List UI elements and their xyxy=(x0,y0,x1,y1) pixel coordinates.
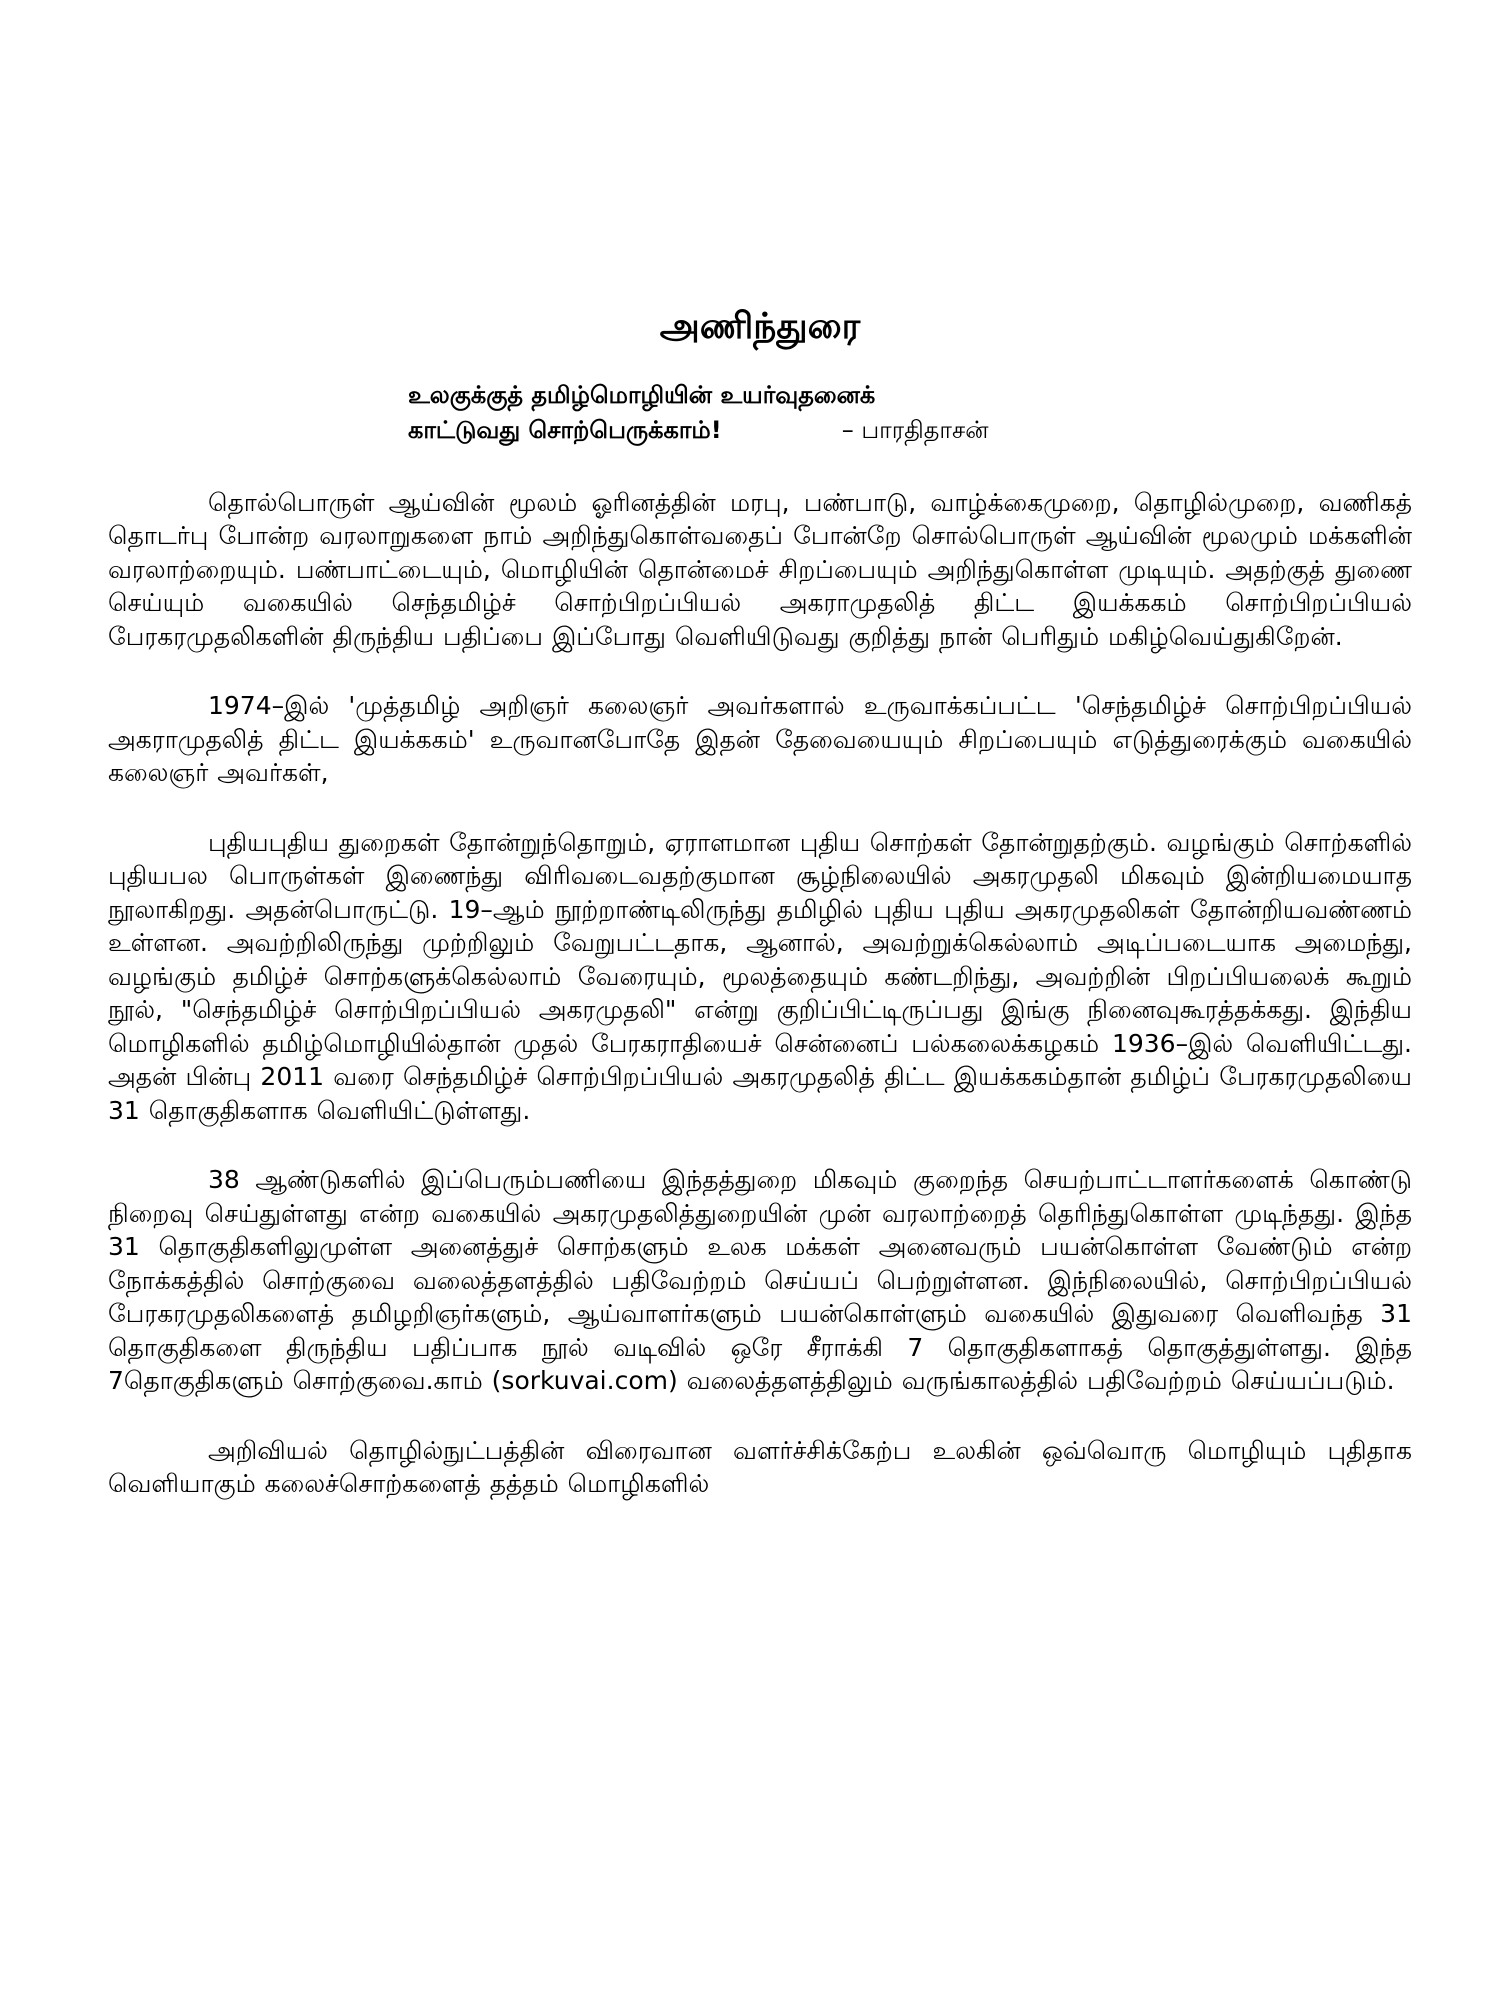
paragraph-5: அறிவியல் தொழில்நுட்பத்தின் விரைவான வளர்ச்சிக்கேற்ப உலகின் ஒவ்வொரு மொழியும் புதிதாக வெளியாகும் கலைச்சொற்களைத் தத்தம் மொழிகளில் xyxy=(108,1435,1412,1499)
paragraph-4: 38 ஆண்டுகளில் இப்பெரும்பணியை இந்தத்துறை மிகவும் குறைந்த செயற்பாட்டாளர்களைக் கொண்டு நிறைவு செய்துள்ளது என்ற வகையில் அகரமுதலித்துறையின் முன் வரலாற்றைத் தெரிந்துகொள்ள முடிந்தது. இந்த 31 தொகுதிகளிலுமுள்ள அனைத்துச் சொற்களும் உலக மக்கள் அனைவரும் பயன்கொள்ள வேண்டும் என்ற நோக்கத்தில் சொற்குவை வலைத்தளத்தில் பதிவேற்றம் செய்யப் பெற்றுள்ளன. இந்நிலையில், சொற்பிறப்பியல் பேரகரமுதலிகளைத் தமிழறிஞர்களும், ஆய்வாளர்களும் பயன்கொள்ளும் வகையில் இதுவரை வெளிவந்த 31 தொகுதிகளை திருந்திய பதிப்பாக நூல் வடிவில் ஒரே சீராக்கி 7 தொகுதிகளாகத் தொகுத்துள்ளது. இந்த 7தொகுதிகளும் சொற்குவை.காம் (sorkuvai.com) வலைத்தளத்திலும் வருங்காலத்தில் பதிவேற்றம் செய்யப்படும். xyxy=(108,1165,1412,1396)
epigraph-line-1: உலகுக்குத் தமிழ்மொழியின் உயர்வுதனைக் xyxy=(408,381,876,410)
page-title: அணிந்துரை xyxy=(659,306,861,347)
epigraph-line-2-text: காட்டுவது சொற்பெருக்காம்! xyxy=(408,415,722,444)
paragraph-2: 1974–இல் 'முத்தமிழ் அறிஞர் கலைஞர் அவர்களால் உருவாக்கப்பட்ட 'செந்தமிழ்ச் சொற்பிறப்பியல் அகராமுதலித் திட்ட இயக்ககம்' உருவானபோதே இதன் தேவையையும் சிறப்பையும் எடுத்துரைக்கும் வகையில் கலைஞர் அவர்கள், xyxy=(108,691,1412,788)
epigraph-line-2 xyxy=(408,413,1412,448)
paragraph-3: புதியபுதிய துறைகள் தோன்றுந்தொறும், ஏராளமான புதிய சொற்கள் தோன்றுதற்கும். வழங்கும் சொற்களில் புதியபல பொருள்கள் இணைந்து விரிவடைவதற்குமான சூழ்நிலையில் அகரமுதலி மிகவும் இன்றியமையாத நூலாகிறது. அதன்பொருட்டு. 19–ஆம் நூற்றாண்டிலிருந்து தமிழில் புதிய புதிய அகரமுதலிகள் தோன்றியவண்ணம் உள்ளன. அவற்றிலிருந்து முற்றிலும் வேறுபட்டதாக, ஆனால், அவற்றுக்கெல்லாம் அடிப்படையாக அமைந்து, வழங்கும் தமிழ்ச் சொற்களுக்கெல்லாம் வேரையும், மூலத்தையும் கண்டறிந்து, அவற்றின் பிறப்பியலைக் கூறும் நூல், "செந்தமிழ்ச் சொற்பிறப்பியல் அகரமுதலி" என்று குறிப்பிட்டிருப்பது இங்கு நினைவுகூரத்தக்கது. இந்திய மொழிகளில் தமிழ்மொழியில்தான் முதல் பேரகராதியைச் சென்னைப் பல்கலைக்கழகம் 1936–இல் வெளியிட்டது. அதன் பின்பு 2011 வரை செந்தமிழ்ச் சொற்பிறப்பியல் அகரமுதலித் திட்ட இயக்ககம்தான் தமிழ்ப் பேரகரமுதலியை 31 தொகுதிகளாக வெளியிட்டுள்ளது. xyxy=(108,827,1412,1125)
page-content xyxy=(108,305,1412,1537)
paragraph-1: தொல்பொருள் ஆய்வின் மூலம் ஓரினத்தின் மரபு, பண்பாடு, வாழ்க்கைமுறை, தொழில்முறை, வணிகத் தொடர்பு போன்ற வரலாறுகளை நாம் அறிந்துகொள்வதைப் போன்றே சொல்பொருள் ஆய்வின் மூலமும் மக்களின் வரலாற்றையும். பண்பாட்டையும், மொழியின் தொன்மைச் சிறப்பையும் அறிந்துகொள்ள முடியும். அதற்குத் துணை செய்யும் வகையில் செந்தமிழ்ச் சொற்பிறப்பியல் அகராமுதலித் திட்ட இயக்ககம் சொற்பிறப்பியல் பேரகரமுதலிகளின் திருந்திய பதிப்பை இப்போது வெளியிடுவது குறித்து நான் பெரிதும் மகிழ்வெய்துகிறேன். xyxy=(108,487,1412,651)
epigraph-author: – பாரதிதாசன் xyxy=(841,415,989,444)
epigraph-quote xyxy=(108,378,1412,448)
